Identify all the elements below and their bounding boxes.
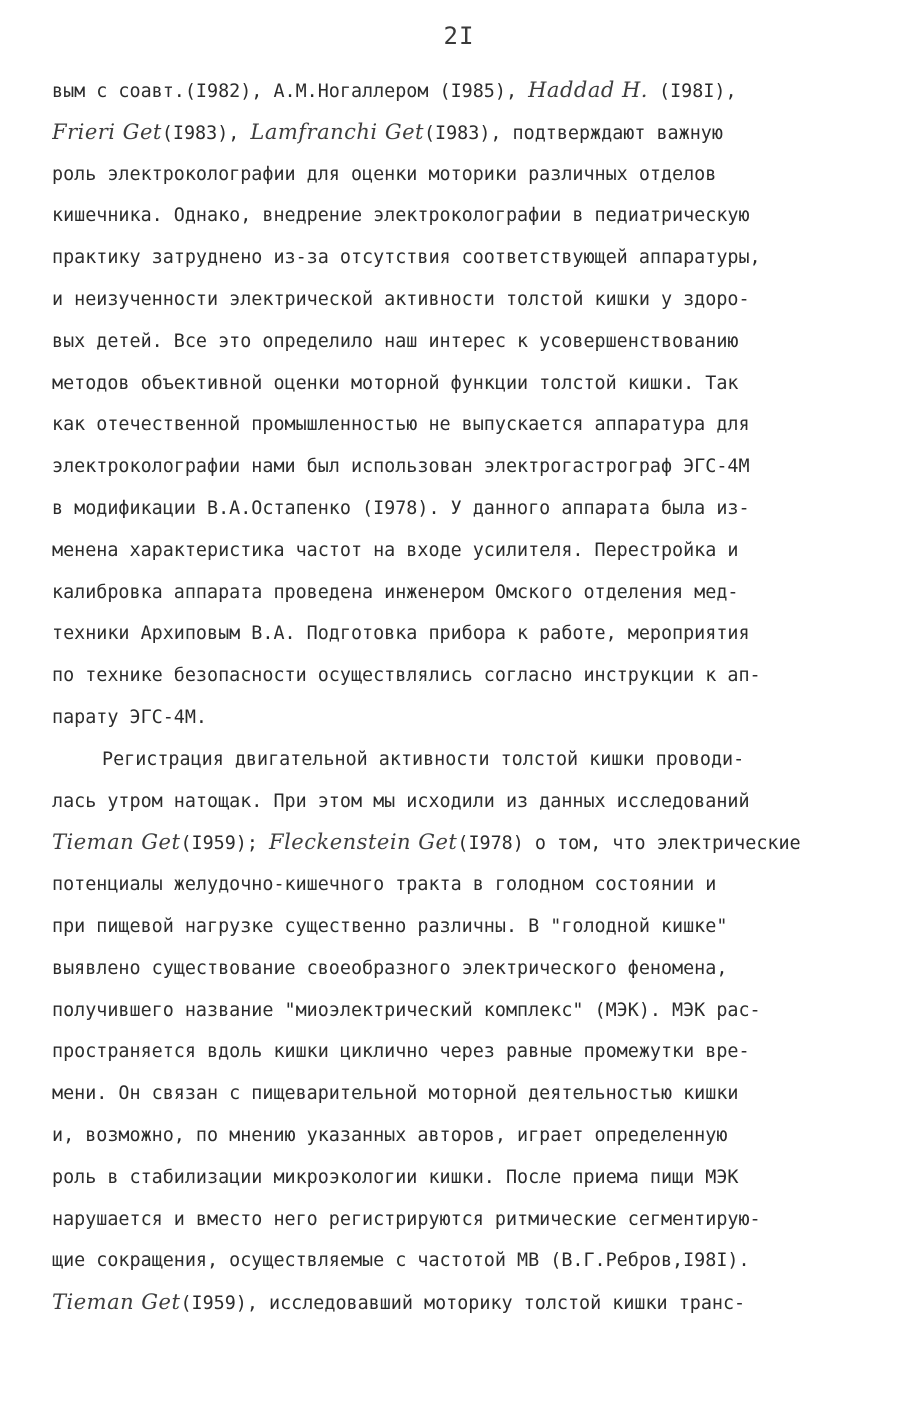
- text-line: [52, 70, 882, 112]
- text-line: [52, 363, 882, 405]
- text-line: [52, 404, 882, 446]
- text-segment: (I959);: [180, 833, 270, 855]
- text-line: [52, 655, 882, 697]
- page-number: 2I: [443, 22, 475, 50]
- text-line: [52, 697, 882, 739]
- text-segment: при пищевой нагрузке существенно различны. В "голодной кишке": [52, 915, 728, 937]
- text-segment: и, возможно, по мнению указанных авторов, играет определенную: [52, 1124, 728, 1146]
- text-segment: роль электроколографии для оценки моторики различных отделов: [52, 163, 717, 185]
- text-line: [52, 1157, 882, 1199]
- text-segment: потенциалы желудочно-кишечного тракта в голодном состоянии и: [52, 874, 717, 896]
- text-line: [52, 154, 882, 196]
- body-text: [52, 70, 882, 1324]
- text-line: [52, 488, 882, 530]
- text-line: [52, 906, 882, 948]
- handwritten-author-name: Tieman Get: [52, 830, 181, 855]
- text-line: [52, 1073, 882, 1115]
- text-line: [52, 1115, 882, 1157]
- text-segment: нарушается и вместо него регистрируются ритмические сегментирую-: [52, 1208, 761, 1230]
- text-segment: (I98I),: [647, 81, 737, 102]
- text-line: [52, 572, 882, 614]
- text-segment: в модификации В.А.Остапенко (I978). У данного аппарата была из-: [52, 497, 750, 519]
- text-segment: пространяется вдоль кишки циклично через равные промежутки вре-: [52, 1041, 750, 1063]
- text-segment: как отечественной промышленностью не выпускается аппаратура для: [52, 414, 750, 436]
- text-line: [52, 864, 882, 906]
- text-line: [52, 1199, 882, 1241]
- text-segment: техники Архиповым В.А. Подготовка прибора к работе, мероприятия: [52, 623, 750, 645]
- text-line: [52, 195, 882, 237]
- text-segment: вых детей. Все это определило наш интерес к усовершенствованию: [52, 330, 739, 352]
- text-segment: (I959), исследовавший моторику толстой кишки транс-: [180, 1293, 746, 1315]
- text-segment: (I983),: [161, 122, 251, 144]
- text-segment: парату ЭГС-4М.: [52, 706, 208, 728]
- handwritten-author-name: Haddad H.: [528, 78, 648, 102]
- text-segment: роль в стабилизации микроэкологии кишки. После приема пищи МЭК: [52, 1166, 739, 1188]
- text-line: [52, 112, 882, 154]
- paragraph-first-line: [52, 739, 882, 781]
- text-line: [52, 530, 882, 572]
- text-segment: методов объективной оценки моторной функции толстой кишки. Так: [52, 372, 739, 394]
- text-segment: кишечника. Однако, внедрение электроколографии в педиатрическую: [52, 205, 750, 227]
- text-segment: электроколографии нами был использован электрогастрограф ЭГС-4М: [52, 456, 750, 478]
- text-segment: (I983), подтверждают важную: [423, 122, 723, 144]
- text-line: [52, 237, 882, 279]
- handwritten-author-name: Tieman Get: [52, 1290, 181, 1315]
- handwritten-author-name: Fleckenstein Get: [269, 830, 458, 855]
- text-line: [52, 1282, 882, 1324]
- text-segment: мени. Он связан с пищеварительной моторной деятельностью кишки: [52, 1083, 739, 1105]
- text-line: [52, 321, 882, 363]
- handwritten-author-name: Lamfranchi Get: [250, 119, 424, 144]
- text-segment: и неизученности электрической активности толстой кишки у здоро-: [52, 288, 750, 310]
- text-segment: (I978) о том, что электрические: [457, 833, 801, 855]
- text-line: [52, 822, 882, 864]
- text-segment: вым с соавт.(I982), А.М.Ногаллером (I985),: [52, 81, 529, 102]
- text-segment: практику затруднено из-за отсутствия соответствующей аппаратуры,: [52, 247, 761, 269]
- text-line: [52, 279, 882, 321]
- text-segment: выявлено существование своеобразного электрического феномена,: [52, 957, 728, 979]
- text-segment: калибровка аппарата проведена инженером Омского отделения мед-: [52, 581, 739, 603]
- text-line: [52, 613, 882, 655]
- handwritten-author-name: Frieri Get: [52, 119, 162, 144]
- text-segment: менена характеристика частот на входе усилителя. Перестройка и: [52, 539, 739, 561]
- text-line: [52, 1240, 882, 1282]
- text-segment: получившего название "миоэлектрический комплекс" (МЭК). МЭК рас-: [52, 999, 761, 1021]
- text-line: [52, 948, 882, 990]
- text-segment: по технике безопасности осуществлялись согласно инструкции к ап-: [52, 665, 761, 687]
- text-line: [52, 1031, 882, 1073]
- text-segment: щие сокращения, осуществляемые с частотой МВ (В.Г.Ребров,I98I).: [52, 1250, 750, 1272]
- text-segment: Регистрация двигательной активности толстой кишки проводи-: [102, 748, 745, 770]
- text-line: [52, 781, 882, 823]
- text-line: [52, 990, 882, 1032]
- text-segment: лась утром натощак. При этом мы исходили из данных исследований: [52, 790, 750, 812]
- text-line: [52, 446, 882, 488]
